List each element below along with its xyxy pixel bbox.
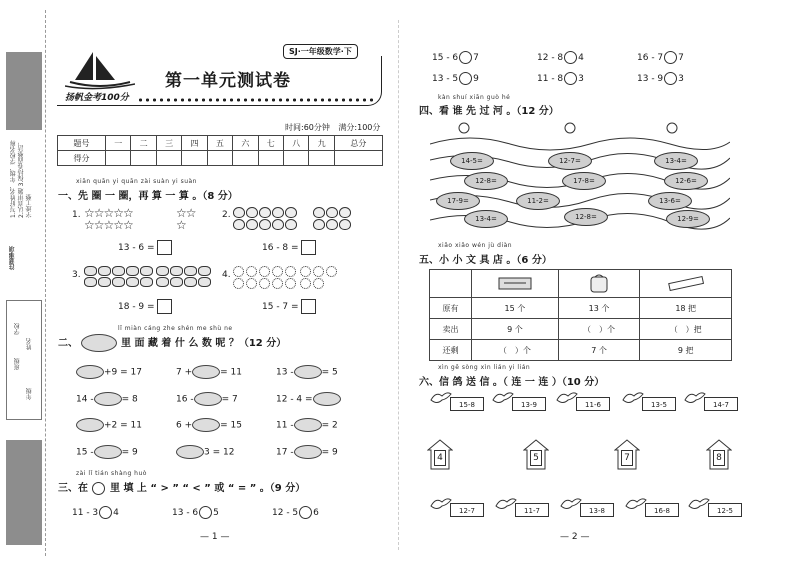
score-input-cell[interactable] [258, 151, 283, 166]
strip-block-top [6, 52, 42, 130]
pencil-case-icon [498, 275, 532, 291]
flower-icon [233, 266, 244, 277]
score-cell: 三 [156, 136, 181, 151]
fruit-icon [140, 266, 153, 276]
score-input-cell[interactable] [207, 151, 232, 166]
stationery-row [430, 319, 732, 340]
instructions-text: 1.写好姓名、年级、学校名称 2.认真审题 3.保持卷面整洁，字迹工整 [10, 138, 33, 218]
apple-group-right [313, 207, 351, 230]
fruit-icon [126, 277, 139, 287]
class-label: 班级 [14, 358, 21, 370]
compare-circle[interactable] [664, 51, 677, 64]
pigeon-icon [560, 496, 582, 512]
house-number: 8 [713, 450, 725, 466]
cloud-answer[interactable] [192, 365, 220, 379]
cmp-q [537, 72, 584, 85]
section3-prefix: 三、在 [58, 483, 88, 494]
compare-circle[interactable] [664, 72, 677, 85]
stone: 14-5= [450, 152, 494, 170]
envelope: 15-8 [450, 397, 484, 411]
item4-number: 4. [222, 270, 231, 280]
cell: 9 个 [472, 319, 559, 340]
section2-pinyin: lǐ miàn cáng zhe shén me shù ne [118, 325, 233, 332]
cmp-q [537, 51, 584, 64]
item1-question [118, 240, 172, 255]
section1-pinyin: xiān quān yi quān zài suàn yi suàn [76, 178, 197, 185]
stationery-header-row [430, 270, 732, 298]
cmp-q [637, 51, 684, 64]
strip-block-bottom [6, 440, 42, 545]
s2-q [176, 418, 242, 432]
score-table-header-row [58, 136, 383, 151]
cloud-answer[interactable] [94, 392, 122, 406]
s2-text: 13 - [276, 367, 294, 378]
pigeon-top[interactable] [684, 390, 734, 414]
cmp-text: 7 [678, 53, 684, 63]
s2-q [176, 365, 242, 379]
apple-icon [339, 207, 351, 218]
apple-icon [259, 219, 271, 230]
pigeon-top[interactable] [622, 390, 672, 414]
score-cell: 七 [258, 136, 283, 151]
stone: 12-8= [564, 208, 608, 226]
cmp-text: 11 - 8 [537, 74, 564, 84]
item2-answer-box[interactable] [301, 240, 316, 255]
pigeon-icon [492, 390, 514, 406]
stone: 17-9= [436, 192, 480, 210]
pigeon-top[interactable] [492, 390, 542, 414]
item3-expr: 18 - 9 = [118, 302, 155, 312]
apple-icon [259, 207, 271, 218]
fruit-icon [170, 266, 183, 276]
pigeon-icon [688, 496, 710, 512]
item4-question [262, 299, 316, 314]
s2-q [276, 445, 338, 459]
section2-title: 里 面 藏 着 什 么 数 呢 ？（12 分） [120, 338, 287, 349]
item2-number: 2. [222, 210, 231, 220]
stone: 12-9= [666, 210, 710, 228]
flower-icon [326, 266, 337, 277]
grade-label: 年级 [26, 388, 33, 400]
page-number-right: — 2 — [560, 532, 590, 542]
time-limit: 时间:60分钟 [285, 123, 330, 132]
s3-text: 11 - 3 [72, 508, 99, 518]
house[interactable] [614, 438, 640, 470]
stationery-row [430, 298, 732, 319]
compare-row-2 [432, 72, 732, 85]
score-cell: 六 [233, 136, 258, 151]
envelope: 12-7 [450, 503, 484, 517]
backpack-icon [588, 273, 610, 293]
flower-icon [233, 278, 244, 289]
cmp-text: 3 [678, 74, 684, 84]
fruit-icon [156, 266, 169, 276]
s3-text: 12 - 5 [272, 508, 299, 518]
s2-q [176, 445, 234, 459]
apple-icon [272, 219, 284, 230]
s2-text: = 15 [220, 420, 242, 431]
flower-icon [285, 266, 296, 277]
fruit-icon [156, 277, 169, 287]
pigeon-bottom[interactable] [625, 496, 675, 520]
envelope: 11-7 [515, 503, 549, 517]
pencil-case-cell [472, 270, 559, 298]
item1-answer-box[interactable] [157, 240, 172, 255]
s3-q [272, 506, 319, 519]
apple-icon [313, 219, 325, 230]
s2-q [176, 392, 238, 406]
pigeon-bottom[interactable] [430, 496, 480, 520]
fruit-icon [112, 277, 125, 287]
cell: 7 个 [558, 340, 640, 361]
item3-number: 3. [72, 270, 81, 280]
s2-text: = 5 [321, 367, 338, 378]
fruit-icon [198, 277, 211, 287]
fruit-icon [84, 277, 97, 287]
score-label: 得分 [58, 151, 106, 166]
fruit-icon [98, 266, 111, 276]
item1-expr: 13 - 6 = [118, 243, 155, 253]
cmp-q [637, 72, 684, 85]
envelope: 13-5 [642, 397, 676, 411]
score-cell: 一 [106, 136, 131, 151]
apple-icon [285, 219, 297, 230]
apple-icon [246, 207, 258, 218]
section3-row-1 [72, 506, 392, 519]
section2-heading [58, 334, 286, 352]
section5-title: 五、小 小 文 具 店 。（6 分） [419, 255, 552, 266]
flower-icon [246, 278, 257, 289]
pigeon-icon [684, 390, 706, 406]
compare-circle[interactable] [564, 72, 577, 85]
section2-row-3 [76, 418, 396, 432]
circle-icon [92, 482, 105, 495]
score-table [57, 135, 383, 166]
flower-icon [272, 278, 283, 289]
stone: 12-7= [548, 152, 592, 170]
house-number: 4 [434, 450, 446, 466]
stone: 13-4= [464, 210, 508, 228]
flower-icon [272, 266, 283, 277]
fruit-icon [112, 266, 125, 276]
envelope: 16-8 [645, 503, 679, 517]
apple-icon [233, 207, 245, 218]
apple-icon [313, 207, 325, 218]
stone: 11-2= [516, 192, 560, 210]
section3-pinyin: zài lǐ tián shàng huò [76, 470, 147, 477]
section2-row-2 [76, 392, 396, 406]
stationery-row [430, 340, 732, 361]
row-label: 还剩 [430, 340, 472, 361]
cmp-text: 7 [473, 53, 479, 63]
compare-circle[interactable] [459, 72, 472, 85]
house-number: 5 [530, 450, 542, 466]
pigeon-icon [622, 390, 644, 406]
flower-icon [285, 278, 296, 289]
fruit-icon [170, 277, 183, 287]
s2-text: = 7 [221, 394, 238, 405]
s2-text: 11 - [276, 420, 294, 431]
s2-q [276, 392, 341, 406]
compare-row-1 [432, 51, 732, 64]
s3-text: 6 [313, 508, 319, 518]
score-cell: 九 [309, 136, 334, 151]
score-cell: 题号 [58, 136, 106, 151]
pigeon-icon [430, 496, 452, 512]
binding-strip [0, 0, 52, 566]
stars-group-right: ☆☆ ☆ [176, 206, 196, 232]
student-info-box [6, 300, 42, 420]
item2-expr: 16 - 8 = [262, 243, 299, 253]
score-input-cell[interactable] [233, 151, 258, 166]
s2-q [276, 418, 338, 432]
fruit-group-2 [156, 266, 211, 287]
section3-heading [58, 479, 305, 495]
score-cell: 八 [283, 136, 308, 151]
s2-text: = 9 [121, 447, 138, 458]
fruit-icon [140, 277, 153, 287]
score-cell: 二 [131, 136, 156, 151]
s2-text: 12 - 4 = [276, 394, 313, 405]
s3-text: 4 [113, 508, 119, 518]
cmp-text: 13 - 5 [432, 74, 459, 84]
score-input-cell[interactable] [283, 151, 308, 166]
flower-icon [300, 278, 311, 289]
cloud-answer[interactable] [294, 418, 322, 432]
section6-title: 六、信 鸽 送 信 。（ 连 一 连 ）（10 分） [419, 377, 605, 388]
s2-text: 17 - [276, 447, 294, 458]
cut-line [45, 10, 46, 556]
cloud-icon [81, 334, 117, 352]
apple-icon [339, 219, 351, 230]
house[interactable] [523, 438, 549, 470]
cmp-text: 12 - 8 [537, 53, 564, 63]
s2-text: 3 = 12 [204, 447, 235, 458]
stars-group-left: ☆☆☆☆☆ ☆☆☆☆☆ [84, 206, 133, 232]
cloud-answer[interactable] [176, 445, 204, 459]
item4-answer-box[interactable] [301, 299, 316, 314]
ruler-cell [640, 270, 732, 298]
s2-text: = 9 [321, 447, 338, 458]
section2-prefix: 二、 [58, 338, 78, 349]
grade-tag: SJ·一年级数学·下 [283, 44, 358, 59]
envelope: 12-5 [708, 503, 742, 517]
compare-circle[interactable] [99, 506, 112, 519]
stone: 13-4= [654, 152, 698, 170]
cloud-answer[interactable] [192, 418, 220, 432]
stone: 12-8= [464, 172, 508, 190]
s2-text: 7 + [176, 367, 193, 378]
house[interactable] [427, 438, 453, 470]
score-input-cell[interactable] [334, 151, 382, 166]
cmp-text: 9 [473, 74, 479, 84]
school-label: 学校 [14, 323, 21, 335]
empty-header-cell [430, 270, 472, 298]
pigeon-top[interactable] [556, 390, 606, 414]
cloud-answer[interactable] [94, 445, 122, 459]
backpack-cell [558, 270, 640, 298]
fruit-icon [126, 266, 139, 276]
apple-icon [272, 207, 284, 218]
cell: 15 个 [472, 298, 559, 319]
pigeon-top[interactable] [430, 390, 480, 414]
flower-icon [246, 266, 257, 277]
cell-answer[interactable]: （ ）个 [472, 340, 559, 361]
name-label: 姓名 [26, 338, 33, 350]
compare-circle[interactable] [564, 51, 577, 64]
pigeon-icon [430, 390, 452, 406]
s2-text: 14 - [76, 394, 94, 405]
cloud-answer[interactable] [76, 365, 104, 379]
stationery-table [429, 269, 732, 361]
section3-title: 里 填 上 “ > ” “ < ” 或 “ = ” 。（9 分） [109, 483, 306, 494]
envelope: 13-8 [580, 503, 614, 517]
score-input-cell[interactable] [156, 151, 181, 166]
flower-group-left [233, 266, 297, 289]
compare-circle[interactable] [459, 51, 472, 64]
apple-icon [246, 219, 258, 230]
s3-text: 5 [213, 508, 219, 518]
stone: 13-6= [648, 192, 692, 210]
exam-info [285, 122, 380, 133]
envelope: 14-7 [704, 397, 738, 411]
item2-question [262, 240, 316, 255]
page-number-left: — 1 — [200, 532, 230, 542]
pigeon-icon [556, 390, 578, 406]
stone: 12-6= [664, 172, 708, 190]
cell-answer[interactable]: （ ）把 [640, 319, 732, 340]
apple-icon [326, 219, 338, 230]
row-label: 原有 [430, 298, 472, 319]
header [57, 47, 382, 110]
score-cell: 五 [207, 136, 232, 151]
compare-circle[interactable] [299, 506, 312, 519]
cell: 9 把 [640, 340, 732, 361]
score-table-score-row [58, 151, 383, 166]
flower-icon [300, 266, 311, 277]
s2-text: 15 - [76, 447, 94, 458]
item3-question [118, 299, 172, 314]
brand-name: 扬帆金考100分 [65, 93, 129, 103]
cloud-answer[interactable] [294, 365, 322, 379]
section2-row-1 [76, 365, 396, 379]
s3-text: 13 - 6 [172, 508, 199, 518]
fruit-group-1 [84, 266, 153, 287]
apple-group-left [233, 207, 297, 230]
s2-text: +9 = 17 [104, 367, 142, 378]
score-input-cell[interactable] [309, 151, 334, 166]
ruler-icon [668, 275, 704, 291]
s2-text: = 2 [321, 420, 338, 431]
envelope: 11-6 [576, 397, 610, 411]
s2-text: 16 - [176, 394, 194, 405]
pigeon-icon [495, 496, 517, 512]
row-label: 卖出 [430, 319, 472, 340]
fruit-icon [98, 277, 111, 287]
pigeon-bottom[interactable] [688, 496, 738, 520]
section1-title: 一、先 圈 一 圈，再 算 一 算 。（8 分） [58, 191, 238, 202]
house[interactable] [706, 438, 732, 470]
cmp-text: 3 [578, 74, 584, 84]
item1-number: 1. [72, 210, 81, 220]
cmp-text: 13 - 9 [637, 74, 664, 84]
s2-text: = 8 [121, 394, 138, 405]
flower-icon [259, 266, 270, 277]
item4-expr: 15 - 7 = [262, 302, 299, 312]
section2-row-4 [76, 445, 396, 459]
score-cell: 总分 [334, 136, 382, 151]
river-scene [430, 122, 730, 234]
cloud-answer[interactable] [194, 392, 222, 406]
pigeon-icon [625, 496, 647, 512]
score-input-cell[interactable] [106, 151, 131, 166]
house-number: 7 [621, 450, 633, 466]
full-score: 满分:100分 [338, 123, 381, 132]
cloud-answer[interactable] [294, 445, 322, 459]
score-input-cell[interactable] [131, 151, 156, 166]
pigeon-bottom[interactable] [495, 496, 545, 520]
apple-icon [233, 219, 245, 230]
score-cell: 四 [182, 136, 207, 151]
compare-circle[interactable] [199, 506, 212, 519]
s2-text: 6 + [176, 420, 193, 431]
cmp-text: 15 - 6 [432, 53, 459, 63]
s3-q [172, 506, 219, 519]
section4-title: 四、看 谁 先 过 河 。（12 分） [419, 106, 559, 117]
cell-answer[interactable]: （ ）个 [558, 319, 640, 340]
cell: 13 个 [558, 298, 640, 319]
apple-icon [326, 207, 338, 218]
cell: 18 把 [640, 298, 732, 319]
cloud-answer[interactable] [313, 392, 341, 406]
fruit-icon [84, 266, 97, 276]
cloud-answer[interactable] [76, 418, 104, 432]
section5-pinyin: xiǎo xiǎo wén jù diàn [438, 242, 513, 249]
flower-icon [313, 278, 324, 289]
cmp-text: 4 [578, 53, 584, 63]
fruit-icon [198, 266, 211, 276]
apple-icon [285, 207, 297, 218]
dot-divider [137, 98, 377, 102]
section4-pinyin: kàn shuí xiān guò hé [438, 94, 511, 101]
envelope: 13-9 [512, 397, 546, 411]
flower-icon [259, 278, 270, 289]
fruit-icon [184, 266, 197, 276]
fruit-icon [184, 277, 197, 287]
flower-group-right [300, 266, 338, 289]
page-fold [398, 20, 399, 550]
cmp-text: 16 - 7 [637, 53, 664, 63]
flower-icon [313, 266, 324, 277]
notice-label: 注意事项 [9, 246, 16, 270]
pigeon-bottom[interactable] [560, 496, 610, 520]
section6-pinyin: xìn gē sòng xìn lián yi lián [438, 364, 531, 371]
s2-text: +2 = 11 [104, 420, 142, 431]
s2-text: = 11 [220, 367, 242, 378]
score-input-cell[interactable] [182, 151, 207, 166]
page-title: 第一单元测试卷 [165, 71, 291, 91]
s2-q [276, 365, 338, 379]
sailboat-logo-icon [65, 50, 135, 90]
item3-answer-box[interactable] [157, 299, 172, 314]
stone: 17-8= [562, 172, 606, 190]
